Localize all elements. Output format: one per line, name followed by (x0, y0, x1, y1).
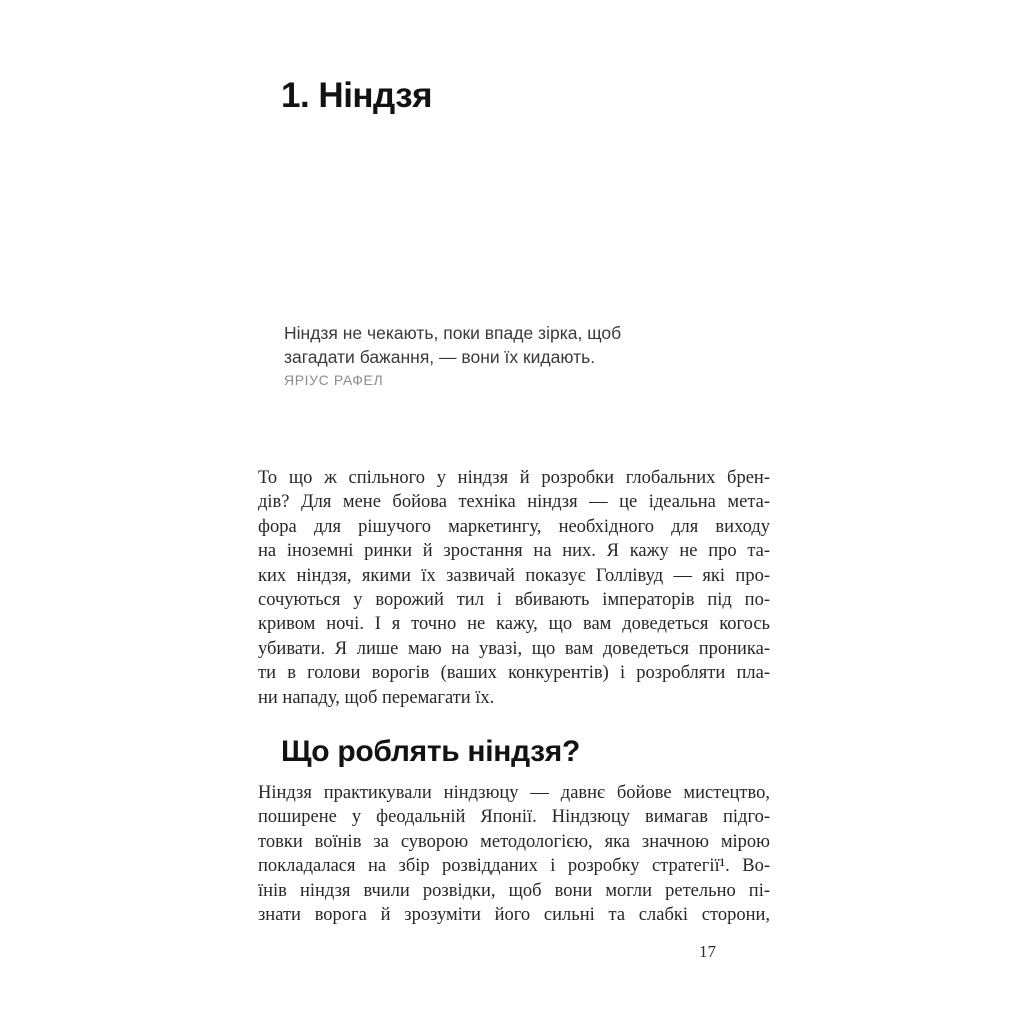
text-line: знати ворога й зрозуміти його сильні та слабкі сторони, (258, 904, 770, 925)
text-line: сочуються у ворожий тил і вбивають імператорів під по- (258, 589, 770, 610)
text-line: поширене у феодальній Японії. Ніндзюцу вимагав підго- (258, 807, 770, 828)
epigraph-quote (284, 322, 621, 369)
epigraph-attribution: ЯРІУС РАФЕЛ (284, 372, 384, 388)
text-line: дів? Для мене бойова техніка ніндзя — це ідеальна мета- (258, 492, 770, 513)
page-number: 17 (699, 942, 716, 961)
text-line: їнів ніндзя вчили розвідки, щоб вони могли ретельно пі- (258, 880, 770, 901)
text-line: То що ж спільного у ніндзя й розробки глобальних брен- (258, 468, 770, 488)
body-paragraph-2 (258, 781, 770, 927)
text-line: кривом ночі. І я точно не кажу, що вам доведеться когось (258, 614, 770, 635)
text-line: ни нападу, щоб перемагати їх. (258, 687, 495, 708)
text-line: Ніндзя не чекають, поки впаде зірка, щоб (284, 323, 622, 343)
text-line: товки воїнів за суворою методологією, яка значною мірою (258, 831, 770, 852)
text-line: Ніндзя практикували ніндзюцу — давнє бойове мистецтво, (258, 783, 770, 803)
chapter-title: 1. Ніндзя (281, 76, 433, 115)
text-line: фора для рішучого маркетингу, необхідного для виходу (258, 516, 770, 537)
body-paragraph-1 (258, 466, 770, 710)
text-line: покладалася на збір розвідданих і розробку стратегії¹. Во- (258, 856, 770, 877)
text-line: загадати бажання, — вони їх кидають. (284, 346, 596, 367)
text-line: на іноземні ринки й зростання на них. Я кажу не про та- (258, 541, 770, 562)
text-line: ти в голови ворогів (ваших конкурентів) і розробляти пла- (258, 663, 770, 684)
text-line: убивати. Я лише маю на увазі, що вам доведеться проника- (258, 638, 770, 659)
text-line: ких ніндзя, якими їх зазвичай показує Голлівуд — які про- (258, 565, 770, 586)
section-heading: Що роблять ніндзя? (281, 735, 581, 768)
